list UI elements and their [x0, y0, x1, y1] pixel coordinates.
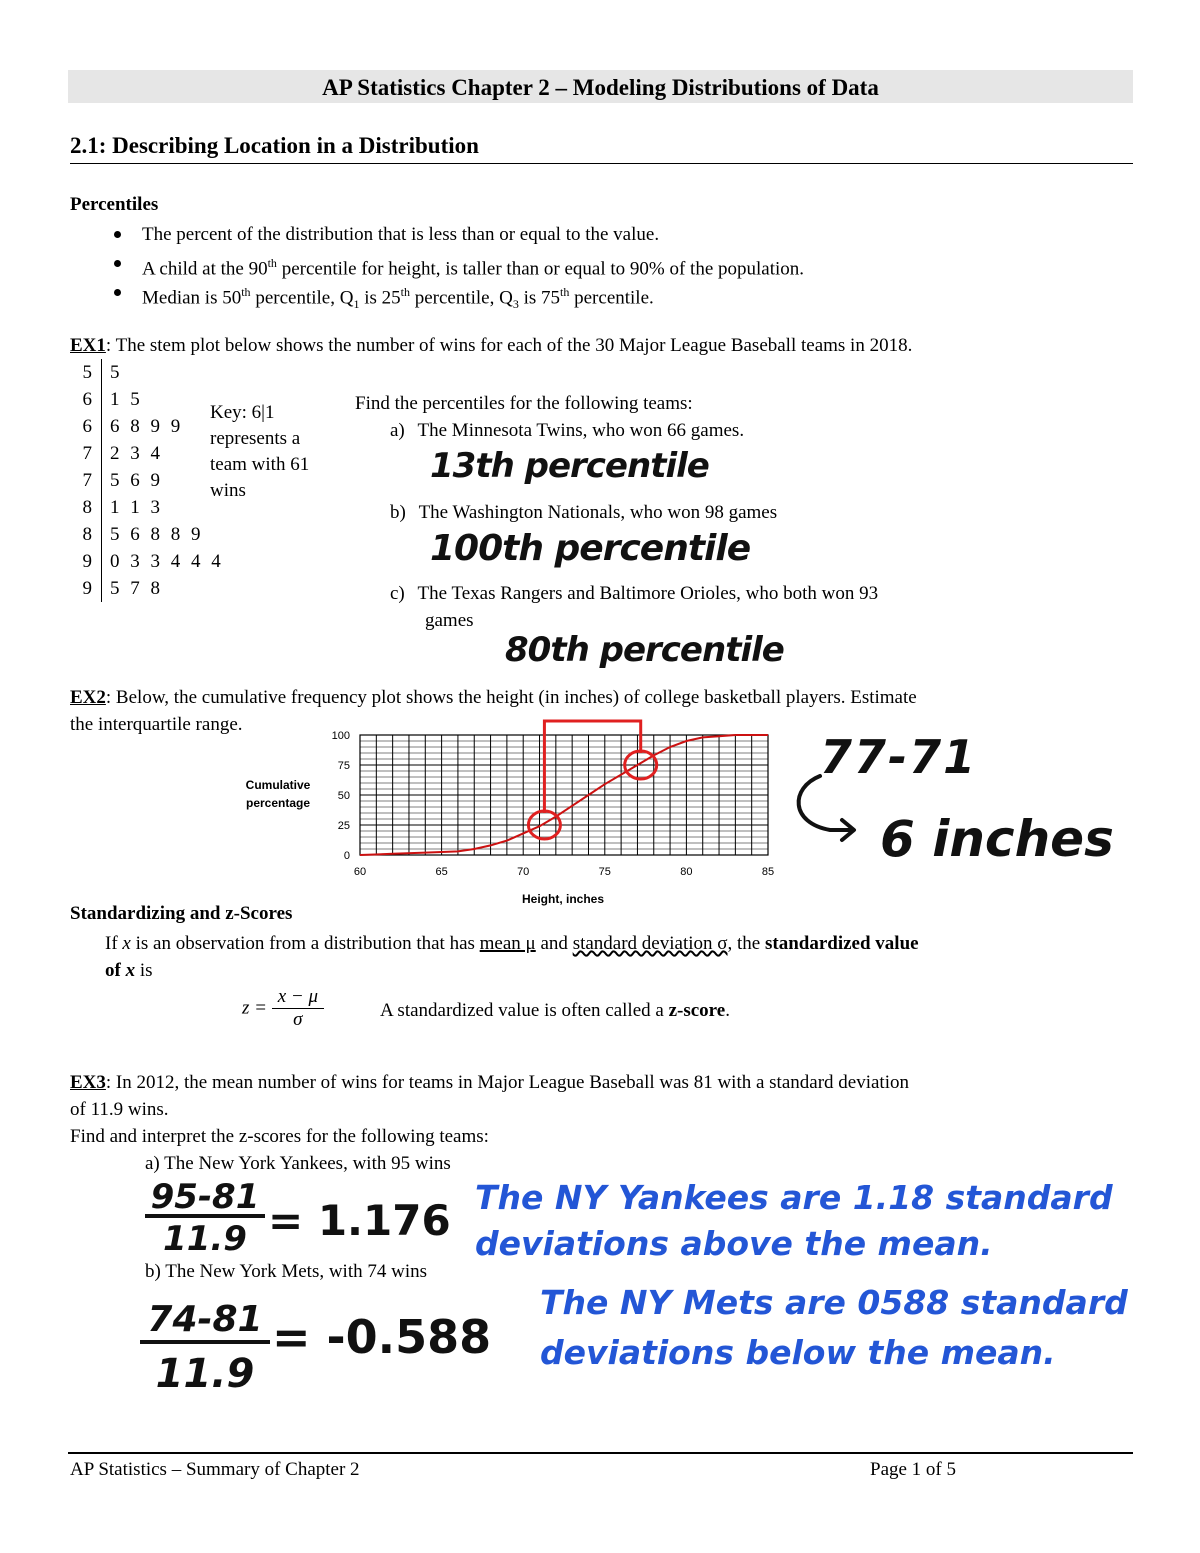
zscore-heading: Standardizing and z-Scores — [70, 903, 293, 924]
x-tick-label: 70 — [517, 866, 530, 878]
def-mean: mean μ — [479, 933, 536, 954]
def-text: and — [535, 933, 573, 954]
bullet-text: Median is 50 — [142, 287, 242, 309]
question-text: The Texas Rangers and Baltimore Orioles, who both won 93 — [417, 583, 879, 604]
subscript: 1 — [353, 297, 360, 312]
ex1-intro — [70, 335, 1140, 357]
note-text: A standardized value is often called a — [380, 1000, 669, 1021]
ex3-text: : In 2012, the mean number of wins for teams in Major League Baseball was 81 with a standard deviation — [105, 1072, 909, 1093]
stem-plot-row — [70, 548, 224, 575]
subscript: 3 — [512, 297, 519, 312]
x-tick-label: 75 — [598, 866, 611, 878]
ex3-hand-a-result: = 1.176 — [268, 1196, 451, 1245]
formula-fraction — [272, 986, 324, 1031]
stem-value: 7 — [70, 440, 102, 467]
superscript: th — [400, 285, 410, 299]
def-bold: of — [105, 960, 126, 981]
def-bold: standardized value — [764, 933, 919, 954]
stem-value: 6 — [70, 386, 102, 413]
interp-line: deviations below the mean. — [540, 1333, 1056, 1372]
footer-left: AP Statistics – Summary of Chapter 2 — [70, 1459, 360, 1480]
interp-line: deviations above the mean. — [475, 1224, 993, 1263]
ex3-question-a: a) The New York Yankees, with 95 wins — [145, 1153, 451, 1174]
superscript: th — [560, 285, 570, 299]
stem-key — [210, 400, 340, 504]
leaf-values: 5 6 9 — [110, 470, 163, 491]
stem-plot — [70, 359, 224, 602]
formula-z: z = — [242, 997, 267, 1019]
stem-value: 6 — [70, 413, 102, 440]
y-tick-label: 50 — [337, 790, 350, 802]
x-tick-label: 80 — [680, 866, 693, 878]
def-text: is — [135, 960, 153, 981]
ex1-answer-b: 100th percentile — [430, 528, 751, 569]
stem-value: 7 — [70, 467, 102, 494]
def-text: , the — [727, 933, 765, 954]
y-axis-label-line1: Cumulative — [245, 778, 311, 792]
bullet-text: percentile, Q — [409, 287, 513, 309]
leaf-values: 5 — [110, 362, 123, 383]
curved-arrow-icon — [790, 768, 880, 848]
stem-plot-row — [70, 359, 224, 386]
x-tick-label: 85 — [761, 866, 775, 878]
stem-value: 5 — [70, 359, 102, 386]
x-tick-label: 60 — [353, 866, 367, 878]
leaf-values: 0 3 3 4 4 4 — [110, 551, 224, 572]
note-text: . — [725, 1000, 730, 1021]
key-line: wins — [210, 480, 246, 501]
ex3-prompt: Find and interpret the z-scores for the following teams: — [70, 1126, 489, 1147]
page-title: AP Statistics Chapter 2 – Modeling Distributions of Data — [68, 70, 1133, 103]
question-marker: c) — [390, 583, 405, 604]
interp-line: The NY Mets are 0588 standard — [540, 1283, 1128, 1322]
ex3-text-cont: of 11.9 wins. — [70, 1099, 169, 1120]
percentiles-heading: Percentiles — [70, 194, 159, 215]
ex3-hand-a-denominator: 11.9 — [163, 1219, 247, 1259]
question-text: The Minnesota Twins, who won 66 games. — [417, 420, 745, 441]
bullet-text: percentile, Q — [250, 287, 354, 309]
percentiles-bullet-2 — [70, 249, 1130, 278]
percentiles-bullet-1 — [70, 220, 1130, 249]
ex1-answer-a: 13th percentile — [430, 446, 709, 486]
percentiles-list — [70, 220, 1130, 312]
ex2-hand-answer: 6 inches — [880, 810, 1114, 868]
ex2-hand-subtraction: 77-71 — [820, 730, 978, 784]
ex1-answer-c: 80th percentile — [505, 630, 784, 670]
stem-plot-row — [70, 440, 224, 467]
leaf-values: 1 5 — [110, 389, 143, 410]
key-line: team with 61 — [210, 454, 310, 475]
ex2-text: : Below, the cumulative frequency plot shows the height (in inches) of college basketball players. Estimate — [105, 687, 917, 708]
y-tick-label: 75 — [337, 760, 350, 772]
ex3-hand-b-interpretation — [540, 1278, 1160, 1378]
superscript: th — [267, 256, 277, 270]
stem-plot-row — [70, 575, 224, 602]
stem-value: 8 — [70, 521, 102, 548]
key-line: Key: 6|1 — [210, 402, 275, 423]
interp-line: The NY Yankees are 1.18 standard — [475, 1178, 1113, 1217]
stem-plot-row — [70, 467, 224, 494]
ex3-intro — [70, 1072, 1140, 1094]
stem-plot-row — [70, 386, 224, 413]
ex1-question-c-cont: games — [425, 610, 474, 631]
bullet-text: percentile. — [569, 287, 654, 309]
ex1-text: : The stem plot below shows the number of wins for each of the 30 Major League Baseball teams in 2018. — [105, 335, 913, 356]
bullet-text: is 25 — [359, 287, 401, 309]
chart-ticks — [332, 730, 774, 878]
section-title: 2.1: Describing Location in a Distribution — [70, 133, 1133, 164]
ex1-question-a — [390, 420, 744, 442]
bullet-text: A child at the 90 — [142, 258, 268, 280]
leaf-values: 1 1 3 — [110, 497, 163, 518]
def-sd: standard deviation σ — [572, 933, 728, 954]
stem-plot-row — [70, 521, 224, 548]
chart-grid — [360, 735, 768, 855]
ex1-label: EX1 — [70, 335, 106, 356]
ex3-question-b: b) The New York Mets, with 74 wins — [145, 1261, 428, 1282]
ex3-label: EX3 — [70, 1072, 106, 1093]
stem-value: 8 — [70, 494, 102, 521]
formula-numerator: x − μ — [272, 986, 324, 1009]
x-tick-label: 65 — [435, 866, 448, 878]
leaf-values: 6 8 9 9 — [110, 416, 184, 437]
y-tick-label: 0 — [343, 850, 350, 862]
ex2-text-cont: the interquartile range. — [70, 714, 243, 735]
zscore-note — [380, 1000, 730, 1022]
question-marker: b) — [390, 502, 406, 523]
stem-value: 9 — [70, 548, 102, 575]
question-text: The Washington Nationals, who won 98 games — [418, 502, 778, 523]
ex2-label: EX2 — [70, 687, 106, 708]
x-axis-label: Height, inches — [521, 892, 605, 906]
ex1-question-c — [390, 583, 878, 605]
stem-plot-row — [70, 494, 224, 521]
ex3-hand-a-numerator: 95-81 — [145, 1180, 265, 1218]
leaf-values: 5 6 8 8 9 — [110, 524, 204, 545]
formula-denominator: σ — [293, 1009, 303, 1030]
bullet-text: The percent of the distribution that is less than or equal to the value. — [142, 224, 660, 245]
footer-divider — [68, 1452, 1133, 1454]
percentiles-bullet-3 — [70, 278, 1130, 312]
def-var: x — [125, 960, 136, 981]
y-axis-label-line2: percentage — [245, 796, 311, 810]
stem-value: 9 — [70, 575, 102, 602]
def-text: If — [105, 933, 123, 954]
ex1-question-b — [390, 502, 777, 524]
footer-page-number: Page 1 of 5 — [870, 1459, 957, 1480]
y-tick-label: 25 — [337, 820, 350, 832]
stem-plot-row — [70, 413, 224, 440]
cumulative-frequency-chart — [230, 715, 790, 910]
def-text: is an observation from a distribution that has — [130, 933, 480, 954]
note-bold: z-score — [668, 1000, 726, 1021]
y-tick-label: 100 — [331, 730, 350, 742]
ex3-hand-b-numerator: 74-81 — [140, 1300, 270, 1344]
superscript: th — [241, 285, 251, 299]
def-var: x — [122, 933, 131, 954]
bullet-text: percentile for height, is taller than or equal to 90% of the population. — [276, 258, 805, 280]
leaf-values: 2 3 4 — [110, 443, 163, 464]
key-line: represents a — [210, 428, 301, 449]
zscore-formula — [242, 986, 324, 1031]
ex3-hand-b-result: = -0.588 — [272, 1310, 492, 1364]
question-marker: a) — [390, 420, 405, 441]
leaf-values: 5 7 8 — [110, 578, 163, 599]
bullet-text: is 75 — [518, 287, 561, 309]
zscore-definition — [105, 930, 1135, 984]
ex3-hand-a-interpretation — [475, 1175, 1155, 1267]
ex1-prompt: Find the percentiles for the following teams: — [355, 393, 693, 414]
ex2-intro — [70, 687, 1145, 709]
ex3-hand-b-denominator: 11.9 — [155, 1351, 255, 1397]
